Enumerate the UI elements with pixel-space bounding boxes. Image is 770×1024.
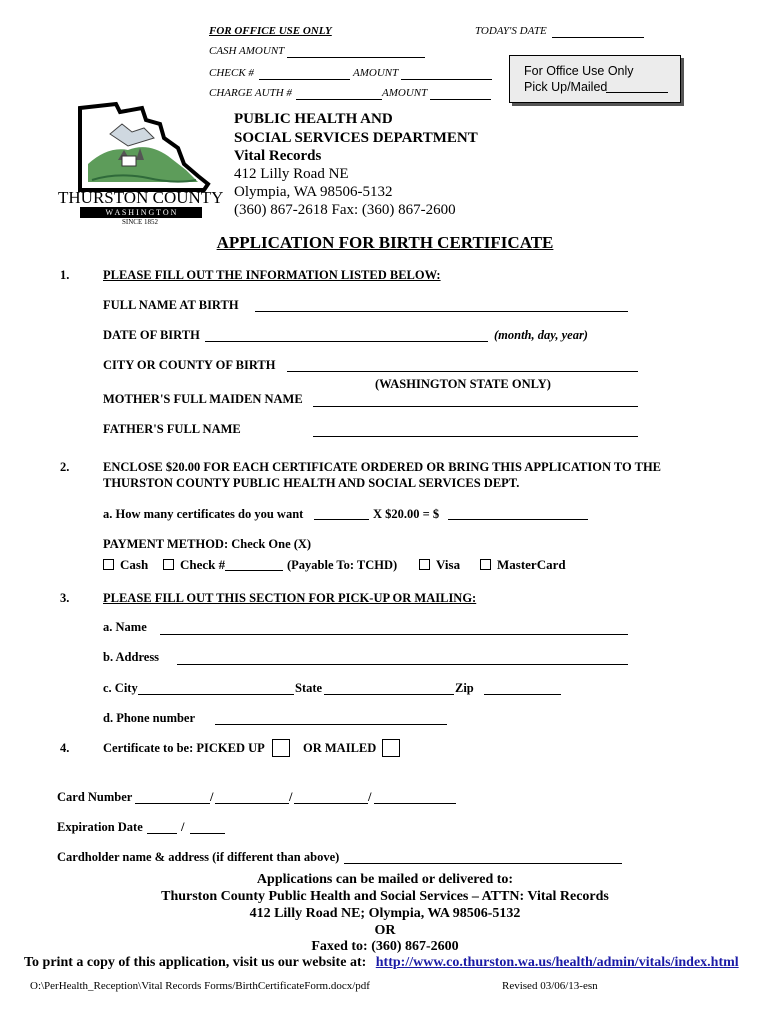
section2-number: 2. [60,460,70,474]
phone-field[interactable] [215,724,447,725]
office-box-line2: Pick Up/Mailed [524,80,608,94]
mother-name-label: MOTHER'S FULL MAIDEN NAME [103,392,303,406]
mail-address-field[interactable] [177,664,628,665]
todays-date-field[interactable] [552,37,644,38]
website-link[interactable]: http://www.co.thurston.wa.us/health/admin/vitals/index.html [375,955,739,970]
agency-phone: (360) 867-2618 Fax: (360) 867-2600 [234,202,456,218]
cash-label: Cash [120,557,149,572]
section3-number: 3. [60,591,70,605]
website-prefix: To print a copy of this application, visit us our website at: [24,955,367,970]
mastercard-label: MasterCard [497,557,566,572]
check-number-field-2[interactable] [225,570,283,571]
cash-amount-label: CASH AMOUNT [209,45,285,57]
charge-auth-label: CHARGE AUTH # [209,87,292,99]
cash-amount-field[interactable] [287,57,425,58]
todays-date-label: TODAY'S DATE [475,25,547,37]
mail-city-field[interactable] [138,694,294,695]
visa-option[interactable] [419,557,460,573]
check-label: Check # [180,557,226,572]
visa-checkbox[interactable] [419,559,430,570]
mastercard-option[interactable] [480,557,566,573]
amount-label: AMOUNT [353,67,399,79]
dob-hint: (month, day, year) [494,328,588,342]
card-number-field-1[interactable] [135,803,210,804]
mastercard-checkbox[interactable] [480,559,491,570]
mail-address-label: b. Address [103,650,160,664]
total-amount-field[interactable] [448,519,588,520]
mail-state-label: State [295,681,323,695]
or-mailed-label: OR MAILED [303,741,377,755]
charge-auth-field[interactable] [296,99,382,100]
revised-date: Revised 03/06/13-esn [502,980,598,992]
section4-number: 4. [60,741,70,755]
section2-text2: THURSTON COUNTY PUBLIC HEALTH AND SOCIAL SERVICES DEPT. [103,476,520,490]
visa-label: Visa [436,557,461,572]
agency-line2: SOCIAL SERVICES DEPARTMENT [234,130,478,146]
card-sep-2: / [289,790,293,804]
expiration-sep: / [181,820,185,834]
amount-field[interactable] [401,79,492,80]
office-use-box [509,55,681,103]
check-option[interactable] [163,557,225,573]
payable-note: (Payable To: TCHD) [287,558,398,572]
for-office-use-label: FOR OFFICE USE ONLY [209,25,332,37]
how-many-label: a. How many certificates do you want [103,507,304,521]
father-name-field[interactable] [313,436,638,437]
card-sep-3: / [368,790,372,804]
footer-line2: Thurston County Public Health and Social Services – ATTN: Vital Records [161,889,609,904]
office-box-line1: For Office Use Only [524,64,634,78]
section1-heading: PLEASE FILL OUT THE INFORMATION LISTED BELOW: [103,268,441,282]
phone-label: d. Phone number [103,711,196,725]
father-name-label: FATHER'S FULL NAME [103,422,241,436]
city-of-birth-field[interactable] [287,371,638,372]
agency-line1: PUBLIC HEALTH AND [234,111,393,127]
check-checkbox[interactable] [163,559,174,570]
mail-name-label: a. Name [103,620,147,634]
mail-zip-field[interactable] [484,694,561,695]
card-number-label: Card Number [57,790,133,804]
cardholder-label: Cardholder name & address (if different than above) [57,850,340,864]
cardholder-field[interactable] [344,863,622,864]
full-name-field[interactable] [255,311,628,312]
wa-only-note: (WASHINGTON STATE ONLY) [375,377,551,391]
cash-option[interactable] [103,557,148,573]
mail-zip-label: Zip [455,681,474,695]
check-number-label: CHECK # [209,67,254,79]
section3-heading: PLEASE FILL OUT THIS SECTION FOR PICK-UP OR MAILING: [103,591,477,605]
logo-county-name: THURSTON COUNTY [58,188,224,207]
mail-state-field[interactable] [324,694,454,695]
how-many-field[interactable] [314,519,369,520]
footer-line4: OR [374,923,396,938]
cash-checkbox[interactable] [103,559,114,570]
amount-label-2: AMOUNT [382,87,428,99]
footer-line1: Applications can be mailed or delivered to: [256,872,514,887]
picked-up-checkbox[interactable] [272,739,290,757]
footer-line3: 412 Lilly Road NE; Olympia, WA 98506-5132 [249,906,521,921]
section2-text1: ENCLOSE $20.00 FOR EACH CERTIFICATE ORDERED OR BRING THIS APPLICATION TO THE [103,460,662,474]
picked-up-label: Certificate to be: PICKED UP [103,741,265,755]
mother-name-field[interactable] [313,406,638,407]
expiration-month-field[interactable] [147,833,177,834]
website-line [24,955,739,971]
mail-name-field[interactable] [160,634,628,635]
card-number-field-3[interactable] [294,803,368,804]
agency-city: Olympia, WA 98506-5132 [234,184,393,200]
card-number-field-2[interactable] [215,803,289,804]
times-price-label: X $20.00 = $ [373,507,440,521]
mailed-checkbox[interactable] [382,739,400,757]
check-number-field[interactable] [259,79,350,80]
logo-since: SINCE 1852 [122,218,158,226]
page-title: APPLICATION FOR BIRTH CERTIFICATE [216,233,554,252]
city-of-birth-label: CITY OR COUNTY OF BIRTH [103,358,276,372]
file-path: O:\PerHealth_Reception\Vital Records Forms/BirthCertificateForm.docx/pdf [30,980,370,992]
agency-line3: Vital Records [234,148,322,164]
expiration-label: Expiration Date [57,820,143,834]
logo-state: W A S H I N G T O N [80,207,202,218]
agency-address: 412 Lilly Road NE [234,166,349,182]
section1-number: 1. [60,268,70,282]
pickup-mailed-field[interactable] [606,92,668,93]
footer-line5: Faxed to: (360) 867-2600 [311,939,459,954]
charge-amount-field[interactable] [430,99,491,100]
card-sep-1: / [210,790,214,804]
card-number-field-4[interactable] [374,803,456,804]
expiration-year-field[interactable] [190,833,225,834]
payment-method-label: PAYMENT METHOD: Check One (X) [103,537,312,551]
dob-label: DATE OF BIRTH [103,328,200,342]
mail-city-label: c. City [103,681,138,695]
full-name-label: FULL NAME AT BIRTH [103,298,239,312]
dob-field[interactable] [205,341,488,342]
